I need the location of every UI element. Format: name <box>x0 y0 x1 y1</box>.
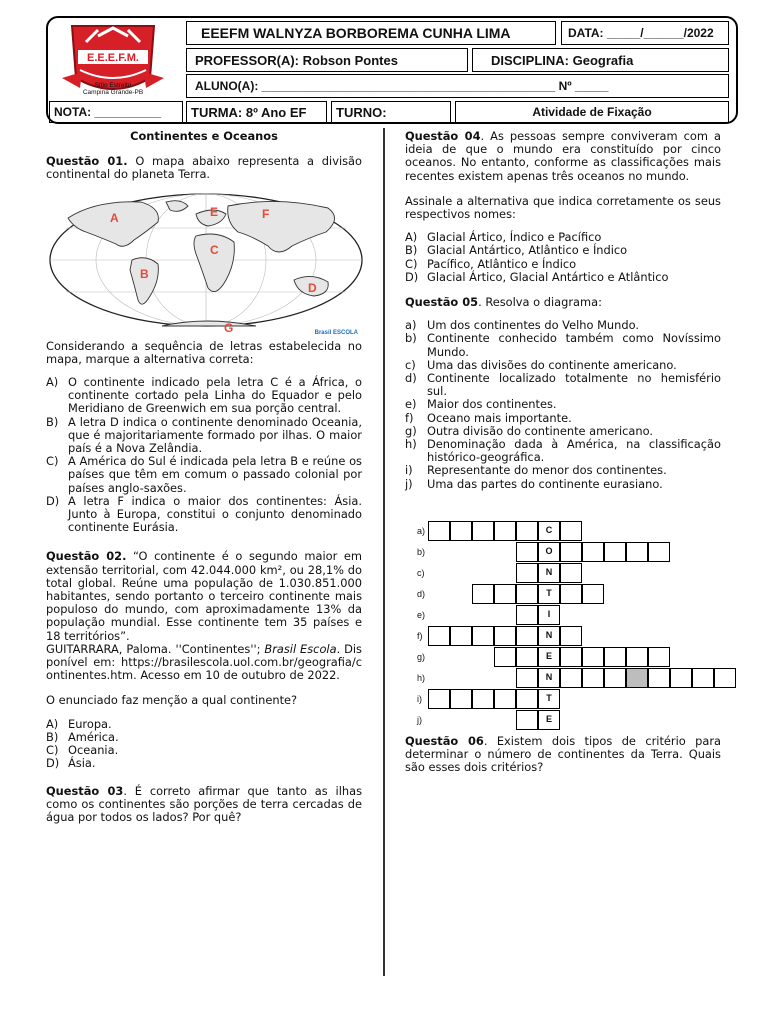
crossword-key-cell: T <box>538 689 560 709</box>
map-brand: Brasil ESCOLA <box>314 329 358 336</box>
crossword-row-label: g) <box>417 651 426 662</box>
q1-options <box>46 376 362 534</box>
worksheet-title: Continentes e Oceanos <box>130 129 278 143</box>
crossword-cell[interactable] <box>516 626 538 646</box>
crossword-cell[interactable] <box>692 668 714 688</box>
professor-field: PROFESSOR(A): Robson Pontes <box>186 48 468 72</box>
crossword-cell[interactable] <box>648 668 670 688</box>
q5-clues <box>405 319 721 491</box>
column-divider <box>383 128 385 976</box>
q5-clue-f: f) Oceano mais importante. <box>405 410 572 425</box>
q2-option-c[interactable]: C) Oceania. <box>46 743 119 758</box>
class-field: TURMA: 8º Ano EF <box>186 101 327 123</box>
q1-option-a[interactable]: A) O continente indicado pela letra C é a África, o continente cortado pela Linha do Equador e pelo Meridiano de Greenwich em sua porção central. <box>46 375 362 416</box>
q5-text: . Resolva o diagrama: <box>478 295 602 310</box>
crossword-key-cell: I <box>538 605 560 625</box>
crossword-cell[interactable] <box>494 689 516 709</box>
crossword-cell[interactable] <box>472 584 494 604</box>
discipline-field: DISCIPLINA: Geografia <box>472 48 729 72</box>
q4-option-a[interactable]: A) Glacial Ártico, Índico e Pacífico <box>405 230 602 245</box>
q4-option-d[interactable]: D) Glacial Ártico, Glacial Antártico e Atlântico <box>405 269 669 284</box>
crossword-cell[interactable] <box>582 647 604 667</box>
crossword-cell[interactable] <box>648 542 670 562</box>
q1-option-c[interactable]: C) A América do Sul é indicada pela letra B e reúne os países que têm em comum o passado colonial por países anglo-saxões. <box>46 454 362 495</box>
q2-statement <box>46 550 362 642</box>
q5-clue-d: d) Continente localizado totalmente no hemisfério sul. <box>405 371 721 399</box>
left-column <box>46 130 362 824</box>
crossword-cell[interactable] <box>670 668 692 688</box>
logo-caption <box>60 82 166 96</box>
crossword-row-label: e) <box>417 609 426 620</box>
crossword-cell[interactable] <box>604 542 626 562</box>
crossword-cell[interactable] <box>626 542 648 562</box>
crossword-row-label: j) <box>417 714 422 725</box>
crossword-cell[interactable] <box>626 668 648 688</box>
crossword-cell[interactable] <box>560 668 582 688</box>
q4-text: . As pessoas sempre conviveram com a ideia de que o mundo era constituído por cinco oceanos. No entanto, conforme as classificações mais recentes existem apenas três oceanos no mundo. <box>405 129 721 183</box>
crossword-row-label: a) <box>417 525 426 536</box>
crossword-row-label: c) <box>417 567 425 578</box>
map-letter-b: B <box>140 266 149 281</box>
crossword-cell[interactable] <box>516 584 538 604</box>
map-letter-c: C <box>210 242 219 257</box>
crossword-cell[interactable] <box>516 668 538 688</box>
q2-prompt: O enunciado faz menção a qual continente? <box>46 693 298 708</box>
q2-text: “O continente é o segundo maior em extensão territorial, com 42.044.000 km², ou 28,1% do total global. Reúne uma população de 1.030.851.000 habitantes, sendo portanto o terceiro continente mais populoso do mundo, com aproximadamente 13% da população mundial. Esse continente tem 35 países e 18 territórios”. <box>46 549 362 643</box>
crossword-cell[interactable] <box>494 626 516 646</box>
crossword-cell[interactable] <box>450 626 472 646</box>
crossword-key-cell: E <box>538 710 560 730</box>
crossword-cell[interactable] <box>516 689 538 709</box>
q1-prompt: Considerando a sequência de letras estabelecida no mapa, marque a alternativa correta: <box>46 338 362 366</box>
q5-statement <box>405 296 721 309</box>
crossword-grid <box>405 521 745 731</box>
q3-text: . É correto afirmar que tanto as ilhas como os continentes são porções de terra cercadas de água por todos os lados? Por quê? <box>46 783 362 824</box>
q2-options <box>46 718 362 771</box>
crossword-key-cell: N <box>538 626 560 646</box>
crossword-cell[interactable] <box>516 563 538 583</box>
q5-clue-e: e) Maior dos continentes. <box>405 397 557 412</box>
crossword-cell[interactable] <box>516 710 538 730</box>
crossword-cell[interactable] <box>560 647 582 667</box>
q3-label: Questão 03 <box>46 783 124 798</box>
q1-option-b[interactable]: B) A letra D indica o continente denominado Oceania, que é majoritariamente formado por ilhas. O maior país é a Nova Zelândia. <box>46 414 362 456</box>
crossword-cell[interactable] <box>428 521 450 541</box>
crossword-key-cell: O <box>538 542 560 562</box>
q4-options <box>405 231 721 284</box>
crossword-cell[interactable] <box>450 521 472 541</box>
q2-option-a[interactable]: A) Europa. <box>46 716 112 731</box>
crossword-cell[interactable] <box>582 668 604 688</box>
crossword-cell[interactable] <box>604 647 626 667</box>
student-field: ALUNO(A): ____________________________________________ Nº _____ <box>186 74 729 98</box>
crossword-row-label: i) <box>417 693 422 704</box>
q2-label: Questão 02. <box>46 549 127 564</box>
logo-caption-1: Sítio Estreito <box>94 82 132 89</box>
shift-field: TURNO: <box>331 101 451 123</box>
crossword-key-cell: T <box>538 584 560 604</box>
crossword-cell[interactable] <box>516 647 538 667</box>
crossword-cell[interactable] <box>604 668 626 688</box>
crossword-cell[interactable] <box>516 605 538 625</box>
crossword-row-label: f) <box>417 630 423 641</box>
q5-clue-j: j) Uma das partes do continente eurasiano. <box>405 476 663 491</box>
crossword-row-label: h) <box>417 672 426 683</box>
world-map <box>46 188 364 336</box>
q5-clue-b: b) Continente conhecido também como Novíssimo Mundo. <box>405 331 721 359</box>
logo-caption-2: Campina Grande-PB <box>82 89 144 96</box>
crossword-cell[interactable] <box>560 626 582 646</box>
q2-option-d[interactable]: D) Ásia. <box>46 756 96 771</box>
q2-citation: GUITARRARA, Paloma. ''Continentes''; Brasil Escola. Disponível em: https://brasilescola.uol.com.br/geografia/continentes.htm. Acesso em 10 de outubro de 2022. <box>46 641 362 683</box>
q4-label: Questão 04 <box>405 129 481 143</box>
q1-text: O mapa abaixo representa a divisão continental do planeta Terra. <box>46 154 362 182</box>
crossword-cell[interactable] <box>494 647 516 667</box>
q5-clue-g: g) Outra divisão do continente americano. <box>405 423 653 438</box>
crossword-key-cell: N <box>538 563 560 583</box>
crossword-cell[interactable] <box>560 542 582 562</box>
logo-text: E.E.E.F.M. <box>87 52 139 64</box>
map-letter-d: D <box>308 280 317 295</box>
q5-label: Questão 05 <box>405 295 479 310</box>
q4-option-c[interactable]: C) Pacífico, Atlântico e Índico <box>405 256 577 271</box>
q1-option-d[interactable]: D) A letra F indica o maior dos continentes: Ásia. Junto à Europa, constitui o conjunto denominado continente Eurásia. <box>46 493 362 535</box>
crossword-cell[interactable] <box>494 584 516 604</box>
q4-statement <box>405 130 721 183</box>
q1-label: Questão 01. <box>46 154 128 169</box>
crossword-cell[interactable] <box>428 689 450 709</box>
q4-option-b[interactable]: B) Glacial Antártico, Atlântico e Índico <box>405 243 628 258</box>
map-letter-a: A <box>110 210 119 225</box>
crossword-cell[interactable] <box>560 521 582 541</box>
crossword-cell[interactable] <box>582 542 604 562</box>
crossword-cell[interactable] <box>560 584 582 604</box>
map-letter-e: E <box>210 204 219 219</box>
q5-clue-h: h) Denominação dada à América, na classificação histórico-geográfica. <box>405 437 721 465</box>
crossword-cell[interactable] <box>516 521 538 541</box>
activity-field: Atividade de Fixação <box>455 101 729 123</box>
school-name: EEEFM WALNYZA BORBOREMA CUNHA LIMA <box>186 21 556 45</box>
crossword-cell[interactable] <box>516 542 538 562</box>
crossword-cell[interactable] <box>714 668 736 688</box>
crossword-cell[interactable] <box>472 689 494 709</box>
right-column <box>405 130 721 774</box>
map-letter-g: G <box>224 320 234 335</box>
crossword-cell[interactable] <box>494 521 516 541</box>
crossword-key-cell: N <box>538 668 560 688</box>
grade-field: NOTA: __________ <box>49 101 183 123</box>
crossword-cell[interactable] <box>472 626 494 646</box>
q5-clue-i: i) Representante do menor dos continentes. <box>405 463 667 478</box>
crossword-row-label: d) <box>417 588 426 599</box>
q5-clue-c: c) Uma das divisões do continente americano. <box>405 357 677 372</box>
crossword-cell[interactable] <box>450 689 472 709</box>
map-letter-f: F <box>262 206 270 221</box>
crossword-key-cell: E <box>538 647 560 667</box>
crossword-cell[interactable] <box>560 563 582 583</box>
crossword-cell[interactable] <box>428 626 450 646</box>
q3-statement <box>46 785 362 825</box>
crossword-cell[interactable] <box>582 584 604 604</box>
q5-clue-a: a) Um dos continentes do Velho Mundo. <box>405 318 639 333</box>
crossword-cell[interactable] <box>648 647 670 667</box>
crossword-cell[interactable] <box>472 521 494 541</box>
q6-text: . Existem dois tipos de critério para determinar o número de continentes da Terra. Quais são esses dois critérios? <box>405 733 721 775</box>
q2-option-b[interactable]: B) América. <box>46 729 119 744</box>
date-field: DATA: _____/______/2022 <box>561 21 729 45</box>
q6-statement <box>405 735 721 775</box>
q6-label: Questão 06 <box>405 733 484 748</box>
crossword-key-cell: C <box>538 521 560 541</box>
crossword-cell[interactable] <box>626 647 648 667</box>
q1-statement <box>46 155 362 181</box>
q4-prompt: Assinale a alternativa que indica corretamente os seus respectivos nomes: <box>405 193 721 222</box>
crossword-row-label: b) <box>417 546 426 557</box>
